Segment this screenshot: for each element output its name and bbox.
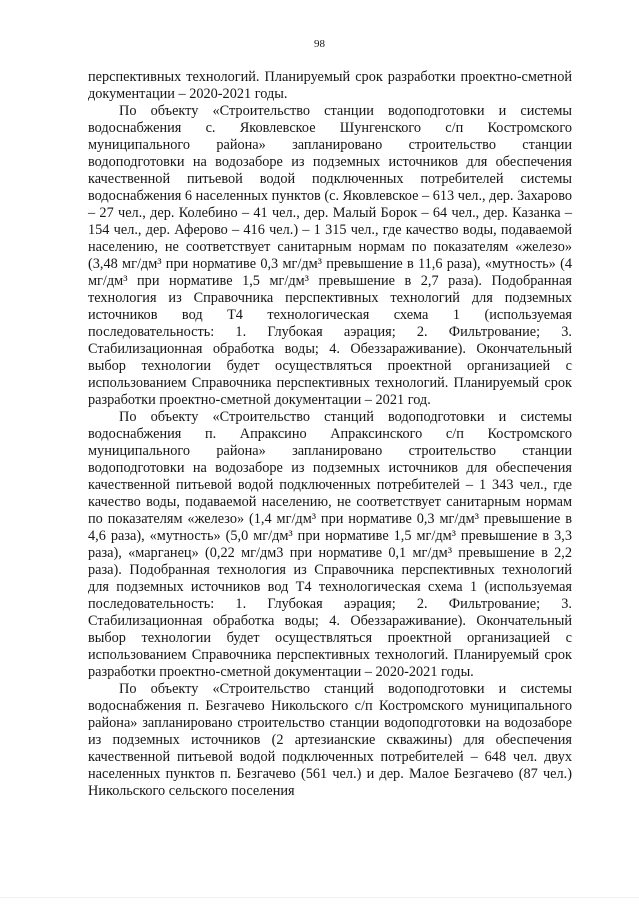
paragraph-yakovlevskoe: По объекту «Строительство станции водоподготовки и системы водоснабжения с. Яковлевское Шунгенского с/п Костромского муниципального района» запланировано строительство станции водоподготовки на водозаборе из подземных источников для обеспечения качественной питьевой водой подключенных потребителей системы водоснабжения 6 населенных пунктов (с. Яковлевское – 613 чел., дер. Захарово – 27 чел., дер. Колебино – 41 чел., дер. Малый Борок – 64 чел., дер. Казанка – 154 чел., дер. Аферово – 416 чел.) – 1 315 чел., где качество воды, подаваемой населению, не соответствует санитарным нормам по показателям «железо» (3,48 мг/дм³ при нормативе 0,3 мг/дм³ превышение в 11,6 раза), «мутность» (4 мг/дм³ при нормативе 1,5 мг/дм³ превышение в 2,7 раза). Подобранная технология из Справочника перспективных технологий для подземных источников вод Т4 технологическая схема 1 (используемая последовательность: 1. Глубокая аэрация; 2. Фильтрование; 3. Стабилизационная обработка воды; 4. Обеззараживание). Окончательный выбор технологии будет осуществляться проектной организацией с использованием Справочника перспективных технологий. Планируемый срок разработки проектно-сметной документации – 2021 год. (88, 103, 572, 408)
paragraph-continuation: перспективных технологий. Планируемый срок разработки проектно-сметной документации – 2020-2021 годы. (88, 69, 572, 102)
paragraph-bezgachevo: По объекту «Строительство станций водоподготовки и системы водоснабжения п. Безгачево Никольского с/п Костромского муниципального района» запланировано строительство станции водоподготовки на водозаборе из подземных источников (2 артезианские скважины) для обеспечения качественной питьевой водой подключенных потребителей – 648 чел. двух населенных пунктов п. Безгачево (561 чел.) и дер. Малое Безгачево (87 чел.) Никольского сельского поселения (88, 681, 572, 799)
page-number: 98 (314, 38, 325, 50)
document-body (88, 69, 572, 800)
paragraph-apraksino: По объекту «Строительство станций водоподготовки и системы водоснабжения п. Апраксино Апраксинского с/п Костромского муниципального района» запланировано строительство станции водоподготовки на водозаборе из подземных источников для обеспечения качественной питьевой водой подключенных потребителей – 1 343 чел., где качество воды, подаваемой населению, не соответствует санитарным нормам по показателям «железо» (1,4 мг/дм³ при нормативе 0,3 мг/дм³ превышение в 4,6 раза), «мутность» (5,0 мг/дм³ при нормативе 1,5 мг/дм³ превышение в 3,3 раза), «марганец» (0,22 мг/дм3 при нормативе 0,1 мг/дм³ превышение в 2,2 раза). Подобранная технология из Справочника перспективных технологий для подземных источников вод Т4 технологическая схема 1 (используемая последовательность: 1. Глубокая аэрация; 2. Фильтрование; 3. Стабилизационная обработка воды; 4. Обеззараживание). Окончательный выбор технологии будет осуществляться проектной организацией с использованием Справочника перспективных технологий. Планируемый срок разработки проектно-сметной документации – 2020-2021 годы. (88, 409, 572, 680)
